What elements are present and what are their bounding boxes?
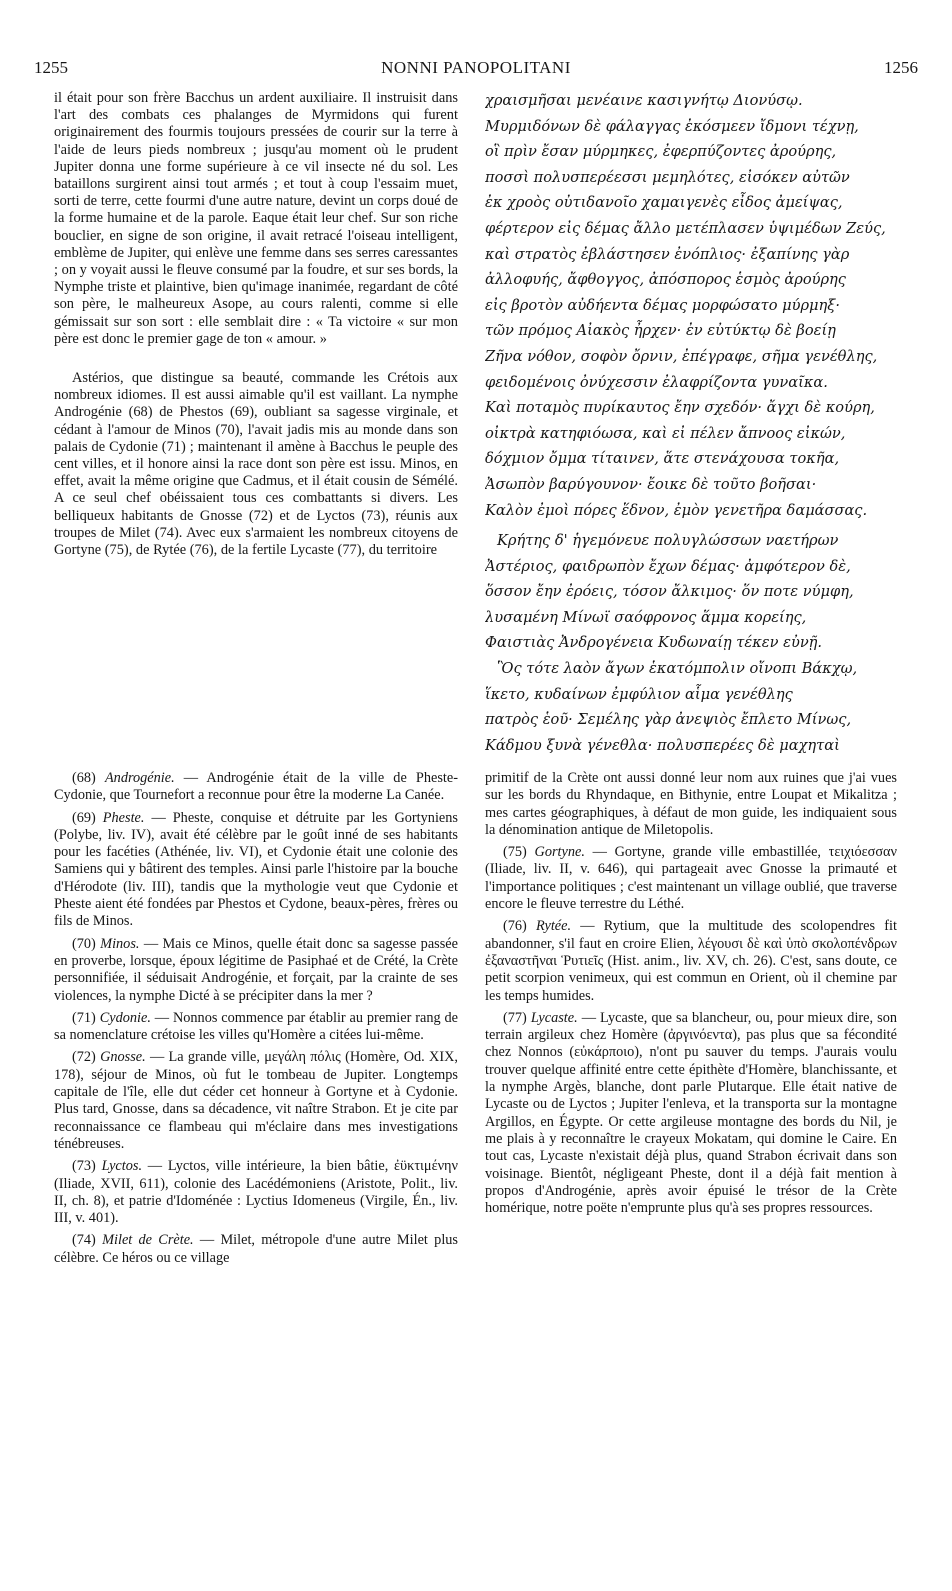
footnote-71: (71) Cydonie. — Nonnos commence par établir au premier rang de sa nomenclature crétoise les villes qu'Homère a citées lui-même. — [54, 1009, 458, 1044]
greek-verse-line: Ἀστέριος, φαιδρωπὸν ἔχων δέμας· ἀμφότερον δὲ, — [485, 557, 851, 575]
greek-verse-line: Ἀσωπὸν βαρύγουνον· ἔοικε δὲ τοῦτο βοῆσαι· — [485, 475, 817, 493]
french-paragraph-1: il était pour son frère Bacchus un ardent auxiliaire. Il instruisit dans l'art des combats ces phalanges de Myrmidons qui furent originairement des fourmis toujours pressées de courir sur la terre à l'aide de leurs pieds nombreux ; jusqu'au moment où le prudent Jupiter donna une forme supérieure à ce vil insecte né du sol. Les bataillons surgirent ainsi tout armés ; et tout à coup l'essaim muet, sorti de terre, cette fourmi d'une autre nature, devint un corps doué de la forme humaine et de la parole. Eaque était leur chef. Sur son riche bouclier, en signe de son origine, il avait retracé l'oiseau intelligent, emblème de Jupiter, qui enlève une femme dans ses serres caressantes ; on y voyait aussi le fleuve consumé par la foudre, et sur ses bords, la Nymphe triste et plaintive, bien qu'image inanimée, regardant de côté son père, le malheureux Asope, au cours ralenti, comme si elle gémissait sur son sort : elle semblait dire : « Ta victoire « sur mon père est donc le premier gage de ton « amour. » — [54, 90, 458, 347]
footnote-68: (68) Androgénie. — Androgénie était de la ville de Pheste-Cydonie, que Tournefort a reconnue pour être la moderne La Canée. — [54, 770, 458, 804]
footnote-77: (77) Lycaste. — Lycaste, que sa blancheur, ou, pour mieux dire, son terrain argileux chez Homère (ἀργινόεντα), pas plus que sa fécondité chez Nonnos (εὐκάρποιο), n'ont pu sauver du temps. J'aurais voulu trouver quelque affinité entre cette épithète d'Homère, blanchissante, et la nymphe Argès, blanche, dont parle Plutarque. Elle était native de Lycaste ou de Lyctos ; Jupiter l'enleva, et la transporta sur la montagne Argillos, en Égypte. Or cette argileuse montagne des bords du Nil, je me plais à y reconnaître le crayeux Mokatam, qui domine le Caire. En tout cas, Lycaste n'existait déjà plus, quand Strabon écrivait dans son voisinage. Bientôt, négligeant Pheste, dont il a déjà fait mention à propos d'Androgénie, après avoir épuisé le trésor de la Crète homérique, notre poëte n'emprunte plus qu'à ses propres ressources. — [485, 1009, 897, 1217]
french-paragraph-2: Astérios, que distingue sa beauté, commande les Crétois aux nombreux idiomes. Il est aussi aimable qu'il est vaillant. La nymphe Androgénie (68) de Phestos (69), oubliant sa sagesse virginale, et cédant à l'amour de Minos (70), l'avait jadis mis au monde dans son palais de Cydonie (71) ; maintenant il amène à Bacchus le peuple des cent villes, et il honore ainsi la race dont son père est issu. Minos, en effet, avait la même origine que Cadmus, et il était cousin de Sémélé. A ce seul chef obéissaient tous ces combattants si divers. Les belliqueux habitants de Gnosse (72) et de Lyctos (73), réunis aux troupes de Milet (74). Avec eux s'armaient les nombreux citoyens de Gortyne (75), de Rytée (76), de la fertile Lycaste (77), du territoire — [54, 370, 458, 559]
greek-verse-line: ἀλλοφυής, ἄφθογγος, ἀπόσπορος ἑσμὸς ἀρούρης — [485, 271, 846, 289]
greek-verse-line: οἳ πρὶν ἔσαν μύρμηκες, ἐφερπύζοντες ἀρούρης, — [485, 143, 837, 161]
greek-text-column — [485, 88, 905, 754]
greek-verse-line: καὶ στρατὸς ἐβλάστησεν ἐνόπλιος· ἐξαπίνης γὰρ — [485, 245, 850, 263]
footnote-74-continued: primitif de la Crète ont aussi donné leur nom aux ruines que j'ai vues sur les bords du Rhyndaque, en Bithynie, entre Loupat et Mikalitza ; mes cartes géographiques, à défaut de mon guide, les indiquaient sous la dénomination antique de Miletopolis. — [485, 770, 897, 838]
greek-verse-line: τῶν πρόμος Αἰακὸς ἦρχεν· ἐν εὐτύκτῳ δὲ βοείῃ — [485, 322, 836, 340]
french-translation-column — [54, 90, 458, 750]
page-number-left: 1255 — [34, 58, 68, 77]
greek-verse-line: Κρήτης δ' ἡγεμόνευε πολυγλώσσων ναετήρων — [497, 532, 839, 550]
greek-verse-line: φέρτερον εἰς δέμας ἄλλο μετέπλασεν ὑψιμέδων Ζεύς, — [485, 219, 886, 237]
greek-verse-line: Κάδμου ξυνὰ γένεθλα· πολυσπερέες δὲ μαχηταὶ — [485, 736, 840, 754]
greek-verse-line: Ζῆνα νόθον, σοφὸν ὄρνιν, ἐπέγραφε, σῆμα γενέθλης, — [485, 347, 878, 365]
greek-verse-line: λυσαμένη Μίνωϊ σαόφρονος ἅμμα κορείης, — [485, 608, 807, 626]
footnotes-left-column — [54, 770, 458, 1470]
footnote-76: (76) Rytée. — Rytium, que la multitude des scolopendres fit abandonner, s'il faut en croire Elien, λέγουσι δὲ καὶ ὑπὸ σκολοπένδρων ἐξαναστῆναι Ῥυτιεῖς (Hist. anim., liv. XV, ch. 26). C'est, sans doute, ce petit scorpion venimeux, qui est commun en Orient, où il chemine par les temps humides. — [485, 918, 897, 1004]
greek-verse-line: Μυρμιδόνων δὲ φάλαγγας ἐκόσμεεν ἴδμονι τέχνῃ, — [485, 117, 859, 135]
footnote-74: (74) Milet de Crète. — Milet, métropole d'une autre Milet plus célèbre. Ce héros ou ce village — [54, 1232, 458, 1266]
greek-verse-line: οἰκτρὰ κατηφιόωσα, καὶ εἰ πέλεν ἄπνοος εἰκών, — [485, 424, 846, 442]
footnotes-right-column — [485, 770, 897, 1470]
footnote-72: (72) Gnosse. — La grande ville, μεγάλη πόλις (Homère, Od. XIX, 178), séjour de Minos, où fut le tombeau de Jupiter. Longtemps capitale de l'île, elle dut céder cet honneur à Gortyne et à Cydonie. Plus tard, Gnosse, dans sa décadence, vit naître Strabon. Et je cite par reconnaissance ce flambeau qui m'éclaire dans mes investigations ténébreuses. — [54, 1049, 458, 1152]
running-header — [34, 58, 918, 84]
greek-verse-line: Φαιστιὰς Ἀνδρογένεια Κυδωναίῃ τέκεν εὐνῇ. — [485, 634, 823, 652]
greek-verse-line: εἰς βροτὸν αὐδήεντα δέμας μορφώσατο μύρμηξ· — [485, 296, 840, 314]
greek-verse-line: ἵκετο, κυδαίνων ἐμφύλιον αἷμα γενέθλης — [485, 685, 793, 703]
greek-verse-line: χραισμῆσαι μενέαινε κασιγνήτῳ Διονύσῳ. — [485, 92, 803, 109]
footnote-70: (70) Minos. — Mais ce Minos, quelle était donc sa sagesse passée en proverbe, lorsque, époux légitime de Pasiphaé et de Crété, la Crète personnifiée, il séduisait Androgénie, et forçait, par la crainte de ses violences, la nymphe Dicté à se précipiter dans la mer ? — [54, 935, 458, 1004]
greek-verse-line: ἐκ χροὸς οὐτιδανοῖο χαμαιγενὲς εἶδος ἀμείψας, — [485, 194, 843, 212]
footnote-73: (73) Lyctos. — Lyctos, ville intérieure, la bien bâtie, ἐϋκτιμένην (Iliade, XVII, 611), colonie des Lacédémoniens (Aristote, Polit., liv. II, ch. 8), et patrie d'Idoménée : Lyctius Idomeneus (Virgile, Én., liv. III, v. 401). — [54, 1158, 458, 1227]
greek-verse-line: πατρὸς ἑοῦ· Σεμέλης γὰρ ἀνεψιὸς ἔπλετο Μίνως, — [485, 711, 852, 729]
greek-verse-line: Καὶ ποταμὸς πυρίκαυτος ἔην σχεδόν· ἄγχι δὲ κούρη, — [485, 399, 875, 417]
footnote-75: (75) Gortyne. — Gortyne, grande ville embastillée, τειχιόεσσαν (Iliade, liv. II, v. 646), qui partageait avec Gnosse la primauté et l'importance politiques ; c'est maintenant un village oublié, que traverse encore le fleuve terrestre du Léthé. — [485, 844, 897, 913]
greek-verse-line: Ὃς τότε λαὸν ἄγων ἑκατόμπολιν οἴνοπι Βάκχῳ, — [497, 660, 858, 678]
greek-verse-line: ποσσὶ πολυσπερέεσσι μεμηλότες, εἰσόκεν αὐτῶν — [485, 168, 850, 186]
page-number-right: 1256 — [884, 58, 918, 77]
greek-verse-line: φειδομένοις ὀνύχεσσιν ἐλαφρίζοντα γυναῖκα. — [485, 373, 828, 391]
greek-verse-line: δόχμιον ὄμμα τίταινεν, ἅτε στενάχουσα τοκῆα, — [485, 450, 840, 468]
greek-verse-line: ὅσσον ἔην ἐρόεις, τόσον ἄλκιμος· ὅν ποτε νύμφη, — [485, 583, 854, 601]
running-title: NONNI PANOPOLITANI — [381, 58, 571, 77]
footnote-69: (69) Pheste. — Pheste, conquise et détruite par les Gortyniens (Polybe, liv. IV), avait été célèbre par le goût inné de ses habitants pour les facéties (Athénée, liv. VI), et Cydonie était une colonie des Samiens qui y bâtirent des temples. Ainsi parle l'histoire par la bouche d'Hérodote (liv. III), tandis que la mythologie veut que Cydonie et Pheste aient été fondées par Phestos et Cydone, beaux-pères, frères ou fils de Minos. — [54, 809, 458, 930]
greek-verse-line: Καλὸν ἐμοὶ πόρες ἕδνον, ἐμὸν γενετῆρα δαμάσσας. — [485, 501, 868, 519]
